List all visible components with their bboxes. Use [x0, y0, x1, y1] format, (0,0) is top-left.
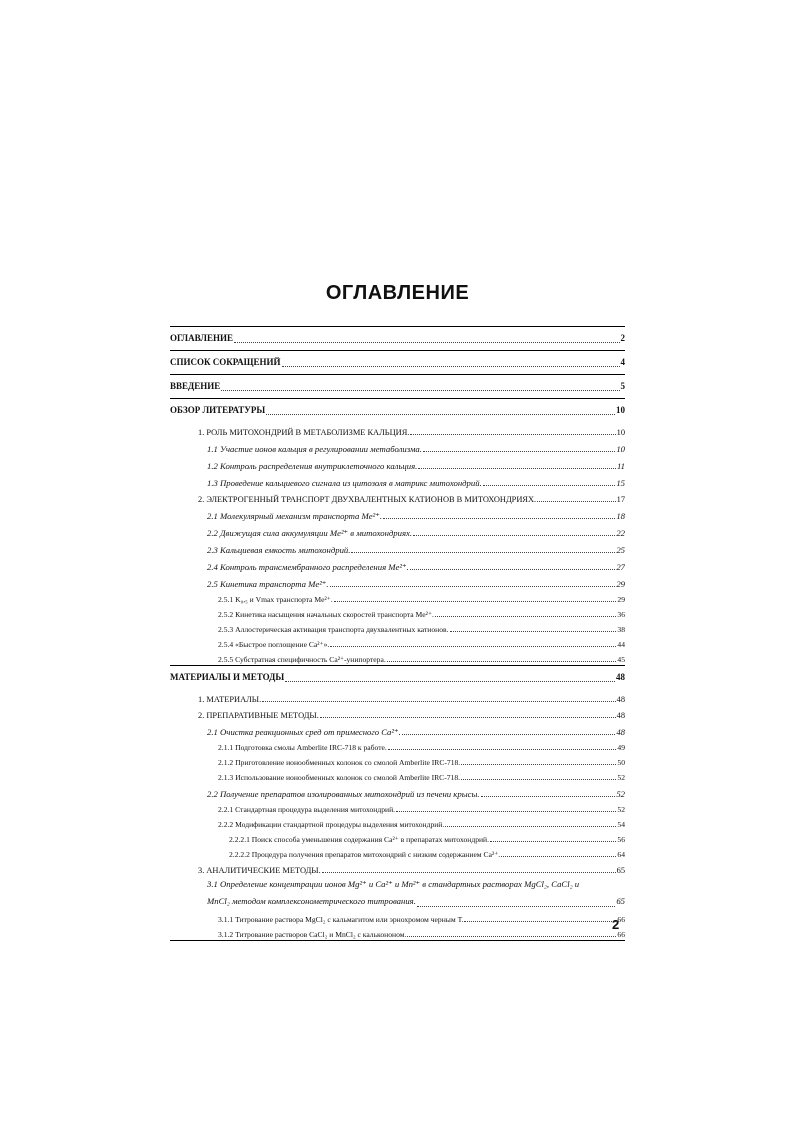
toc-leader-dots — [396, 810, 616, 812]
toc-entry[interactable] — [170, 860, 625, 876]
toc-leader-dots — [334, 600, 617, 602]
toc-entry-text: 2.4 Контроль трансмембранного распределения Me²⁺. — [207, 562, 409, 572]
toc-leader-dots — [410, 568, 616, 570]
toc-page-number: 49 — [617, 743, 625, 752]
toc-entry[interactable] — [170, 800, 625, 815]
toc-leader-dots — [262, 700, 615, 702]
toc-leader-dots — [266, 413, 615, 415]
toc-entry-text: 2.2 Получение препаратов изолированных митохондрий из печени крысы. — [207, 789, 480, 799]
toc-leader-dots — [418, 467, 616, 469]
toc-page-number: 18 — [616, 511, 625, 521]
toc-page-number: 52 — [617, 805, 625, 814]
toc-leader-dots — [387, 660, 617, 662]
toc-entry-text: 2.2.1 Стандартная процедура выделения митохондрий. — [218, 805, 396, 814]
toc-entry-text: ОГЛАВЛЕНИЕ — [170, 333, 233, 343]
toc-entry-text: 1. РОЛЬ МИТОХОНДРИЙ В МЕТАБОЛИЗМЕ КАЛЬЦИЯ. — [198, 428, 410, 437]
toc-page-number: 22 — [616, 528, 625, 538]
toc-entry[interactable] — [170, 505, 625, 522]
toc-entry[interactable] — [170, 522, 625, 539]
toc-page-number: 48 — [616, 711, 625, 720]
toc-entry-text-continued: MnCl₂ методом комплексонометрического титрования. — [207, 896, 416, 906]
toc-entry-text: 2.3 Кальциевая емкость митохондрий. — [207, 545, 351, 555]
toc-entry-text: 2.5.4 «Быстрое поглощение Ca²⁺». — [218, 640, 330, 649]
toc-leader-dots — [383, 517, 615, 519]
toc-entry-text: 2.1.3 Использование ионообменных колонок со смолой Amberlite IRC-718. — [218, 773, 461, 782]
toc-page-number: 10 — [616, 405, 625, 415]
toc-entry-text: 1. МАТЕРИАЛЫ. — [198, 695, 262, 704]
toc-entry-text: 1.2 Контроль распределения внутриклеточного кальция. — [207, 461, 418, 471]
toc-page-number: 4 — [620, 357, 625, 367]
toc-entry[interactable] — [170, 910, 625, 925]
toc-entry[interactable] — [170, 689, 625, 705]
toc-entry-text: 2.1.1 Подготовка смолы Amberlite IRC-718 к работе. — [218, 743, 387, 752]
toc-page-number: 56 — [617, 835, 625, 844]
toc-entry[interactable] — [170, 539, 625, 556]
toc-page-number: 25 — [616, 545, 625, 555]
toc-leader-dots — [410, 433, 615, 435]
toc-entry[interactable] — [170, 845, 625, 860]
toc-entry-text: 2.1 Очистка реакционных сред от примесного Ca²⁺. — [207, 727, 401, 737]
toc-page-number: 54 — [617, 820, 625, 829]
toc-entry-text: 3.1.1 Титрование раствора MgCl₂ с кальмагитом или эрнохромом черным Т. — [218, 915, 464, 924]
toc-page-number: 15 — [616, 478, 625, 488]
toc-entry[interactable] — [170, 925, 625, 940]
toc-entry[interactable] — [170, 605, 625, 620]
toc-page-number: 10 — [616, 444, 625, 454]
toc-entry[interactable] — [170, 573, 625, 590]
toc-entry-text: 2.5.5 Субстратная специфичность Ca²⁺-унипортера. — [218, 655, 386, 664]
toc-page-number: 66 — [617, 930, 625, 939]
toc-leader-dots — [320, 716, 616, 718]
toc-page-number: 11 — [616, 461, 625, 471]
toc-entry[interactable] — [170, 753, 625, 768]
toc-leader-dots — [221, 389, 619, 391]
toc-entry[interactable] — [170, 590, 625, 605]
toc-leader-dots — [461, 763, 616, 765]
toc-leader-dots — [483, 484, 616, 486]
toc-entry-text: СПИСОК СОКРАЩЕНИЙ — [170, 357, 281, 367]
toc-page-number: 48 — [616, 695, 625, 704]
toc-page-number: 66 — [617, 915, 625, 924]
toc-page-number: 48 — [616, 672, 625, 682]
toc-entry-text: МАТЕРИАЛЫ И МЕТОДЫ — [170, 672, 285, 682]
toc-entry[interactable] — [170, 768, 625, 783]
toc-leader-dots — [282, 365, 620, 367]
toc-leader-dots — [445, 825, 616, 827]
toc-page-number: 29 — [617, 595, 625, 604]
toc-leader-dots — [450, 630, 617, 632]
toc-page-number: 5 — [620, 381, 625, 391]
toc-leader-dots — [464, 920, 616, 922]
toc-entry[interactable] — [170, 351, 625, 374]
toc-entry-text: 2.5.1 K₀,₅ и Vmax транспорта Me²⁺. — [218, 595, 333, 604]
toc-leader-dots — [417, 905, 615, 907]
toc-leader-dots — [461, 778, 616, 780]
toc-entry[interactable] — [170, 830, 625, 845]
toc-entry-text: 2. ПРЕПАРАТИВНЫЕ МЕТОДЫ. — [198, 711, 319, 720]
page-number: 2 — [612, 917, 620, 932]
toc-entry-text: 2.5 Кинетика транспорта Me²⁺. — [207, 579, 329, 589]
toc-page-number: 17 — [616, 495, 625, 504]
toc-page-number: 64 — [617, 850, 625, 859]
toc-entry[interactable] — [170, 375, 625, 398]
toc-entry[interactable] — [170, 738, 625, 753]
toc-entry-text: 2.2.2.1 Поиск способа уменьшения содержания Ca²⁺ в препаратах митохондрий. — [229, 835, 490, 844]
toc-entry[interactable] — [170, 635, 625, 650]
toc-entry-text: 2.2.2 Модификации стандартной процедуры выделения митохондрий. — [218, 820, 445, 829]
toc-entry-text: 2. ЭЛЕКТРОГЕННЫЙ ТРАНСПОРТ ДВУХВАЛЕНТНЫХ КАТИОНОВ В МИТОХОНДРИЯХ. — [198, 495, 537, 504]
toc-page-number: 44 — [617, 640, 625, 649]
toc-entry-text: 2.2.2.2 Процедура получения препаратов митохондрий с низким содержанием Ca²⁺. — [229, 850, 501, 859]
toc-page-number: 2 — [620, 333, 625, 343]
toc-leader-dots — [234, 341, 620, 343]
toc-entry-text: 1.3 Проведение кальциевого сигнала из цитозоля в матрикс митохондрий. — [207, 478, 482, 488]
toc-entry[interactable] — [170, 422, 625, 438]
toc-entry-text: 3.1 Определение концентрации ионов Mg²⁺ и Ca²⁺ и Mn²⁺ в стандартных растворах MgCl₂, CaCl₂ и — [207, 879, 580, 889]
toc-leader-dots — [423, 450, 615, 452]
toc-entry[interactable] — [170, 472, 625, 489]
toc-entry-text: 1.1 Участие ионов кальция в регулировании метаболизма. — [207, 444, 422, 454]
toc-entry-text: 2.1 Молекулярный механизм транспорта Me²⁺. — [207, 511, 383, 521]
toc-leader-dots — [388, 748, 617, 750]
toc-leader-dots — [285, 680, 615, 682]
page-title: ОГЛАВЛЕНИЕ — [325, 282, 470, 304]
toc-leader-dots — [330, 585, 616, 587]
toc-leader-dots — [490, 840, 616, 842]
toc-entry-text: ОБЗОР ЛИТЕРАТУРЫ — [170, 405, 266, 415]
toc-page-number: 36 — [617, 610, 625, 619]
toc-leader-dots — [330, 645, 616, 647]
toc-page-number: 50 — [617, 758, 625, 767]
toc-entry-text: 3. АНАЛИТИЧЕСКИЕ МЕТОДЫ. — [198, 866, 321, 875]
toc-page-number: 10 — [616, 428, 625, 437]
toc-entry-text: 2.1.2 Приготовление ионообменных колонок со смолой Amberlite IRC-718. — [218, 758, 461, 767]
toc-entry[interactable] — [170, 489, 625, 505]
toc-entry[interactable] — [170, 620, 625, 635]
toc-page-number: 65 — [616, 896, 625, 906]
toc-entry[interactable] — [170, 783, 625, 800]
toc-entry[interactable] — [170, 721, 625, 738]
toc-leader-dots — [501, 855, 616, 857]
toc-leader-dots — [407, 935, 616, 937]
toc-leader-dots — [481, 795, 616, 797]
toc-page-number: 52 — [616, 789, 625, 799]
toc-entry[interactable] — [170, 705, 625, 721]
toc-entry-text: 2.5.2 Кинетика насыщения начальных скоростей транспорта Me²⁺. — [218, 610, 434, 619]
toc-entry[interactable] — [170, 666, 625, 689]
toc-page-number: 38 — [617, 625, 625, 634]
toc-leader-dots — [322, 871, 616, 873]
toc-entry-text: 2.5.3 Аллостерическая активация транспорта двухвалентных катионов. — [218, 625, 449, 634]
toc-page-number: 29 — [616, 579, 625, 589]
toc-leader-dots — [537, 500, 616, 502]
table-of-contents — [170, 326, 625, 941]
toc-page-number: 27 — [616, 562, 625, 572]
toc-leader-dots — [351, 551, 615, 553]
toc-page-number: 52 — [617, 773, 625, 782]
toc-entry[interactable] — [170, 876, 625, 910]
toc-leader-dots — [413, 534, 615, 536]
toc-separator — [170, 940, 625, 941]
toc-entry[interactable] — [170, 455, 625, 472]
toc-page-number: 65 — [616, 866, 625, 875]
toc-entry[interactable] — [170, 327, 625, 350]
toc-entry[interactable] — [170, 650, 625, 665]
toc-entry[interactable] — [170, 556, 625, 573]
toc-entry[interactable] — [170, 438, 625, 455]
toc-page-number: 48 — [616, 727, 625, 737]
toc-leader-dots — [435, 615, 617, 617]
toc-entry[interactable] — [170, 815, 625, 830]
toc-entry-text: ВВЕДЕНИЕ — [170, 381, 221, 391]
toc-entry[interactable] — [170, 399, 625, 422]
toc-leader-dots — [402, 733, 616, 735]
toc-entry-text: 2.2 Движущая сила аккумуляции Me²⁺ в митохондриях. — [207, 528, 413, 538]
toc-page-number: 45 — [617, 655, 625, 664]
toc-entry-text: 3.1.2 Титрование растворов CaCl₂ и MnCl₂ с калькононом. — [218, 930, 407, 939]
